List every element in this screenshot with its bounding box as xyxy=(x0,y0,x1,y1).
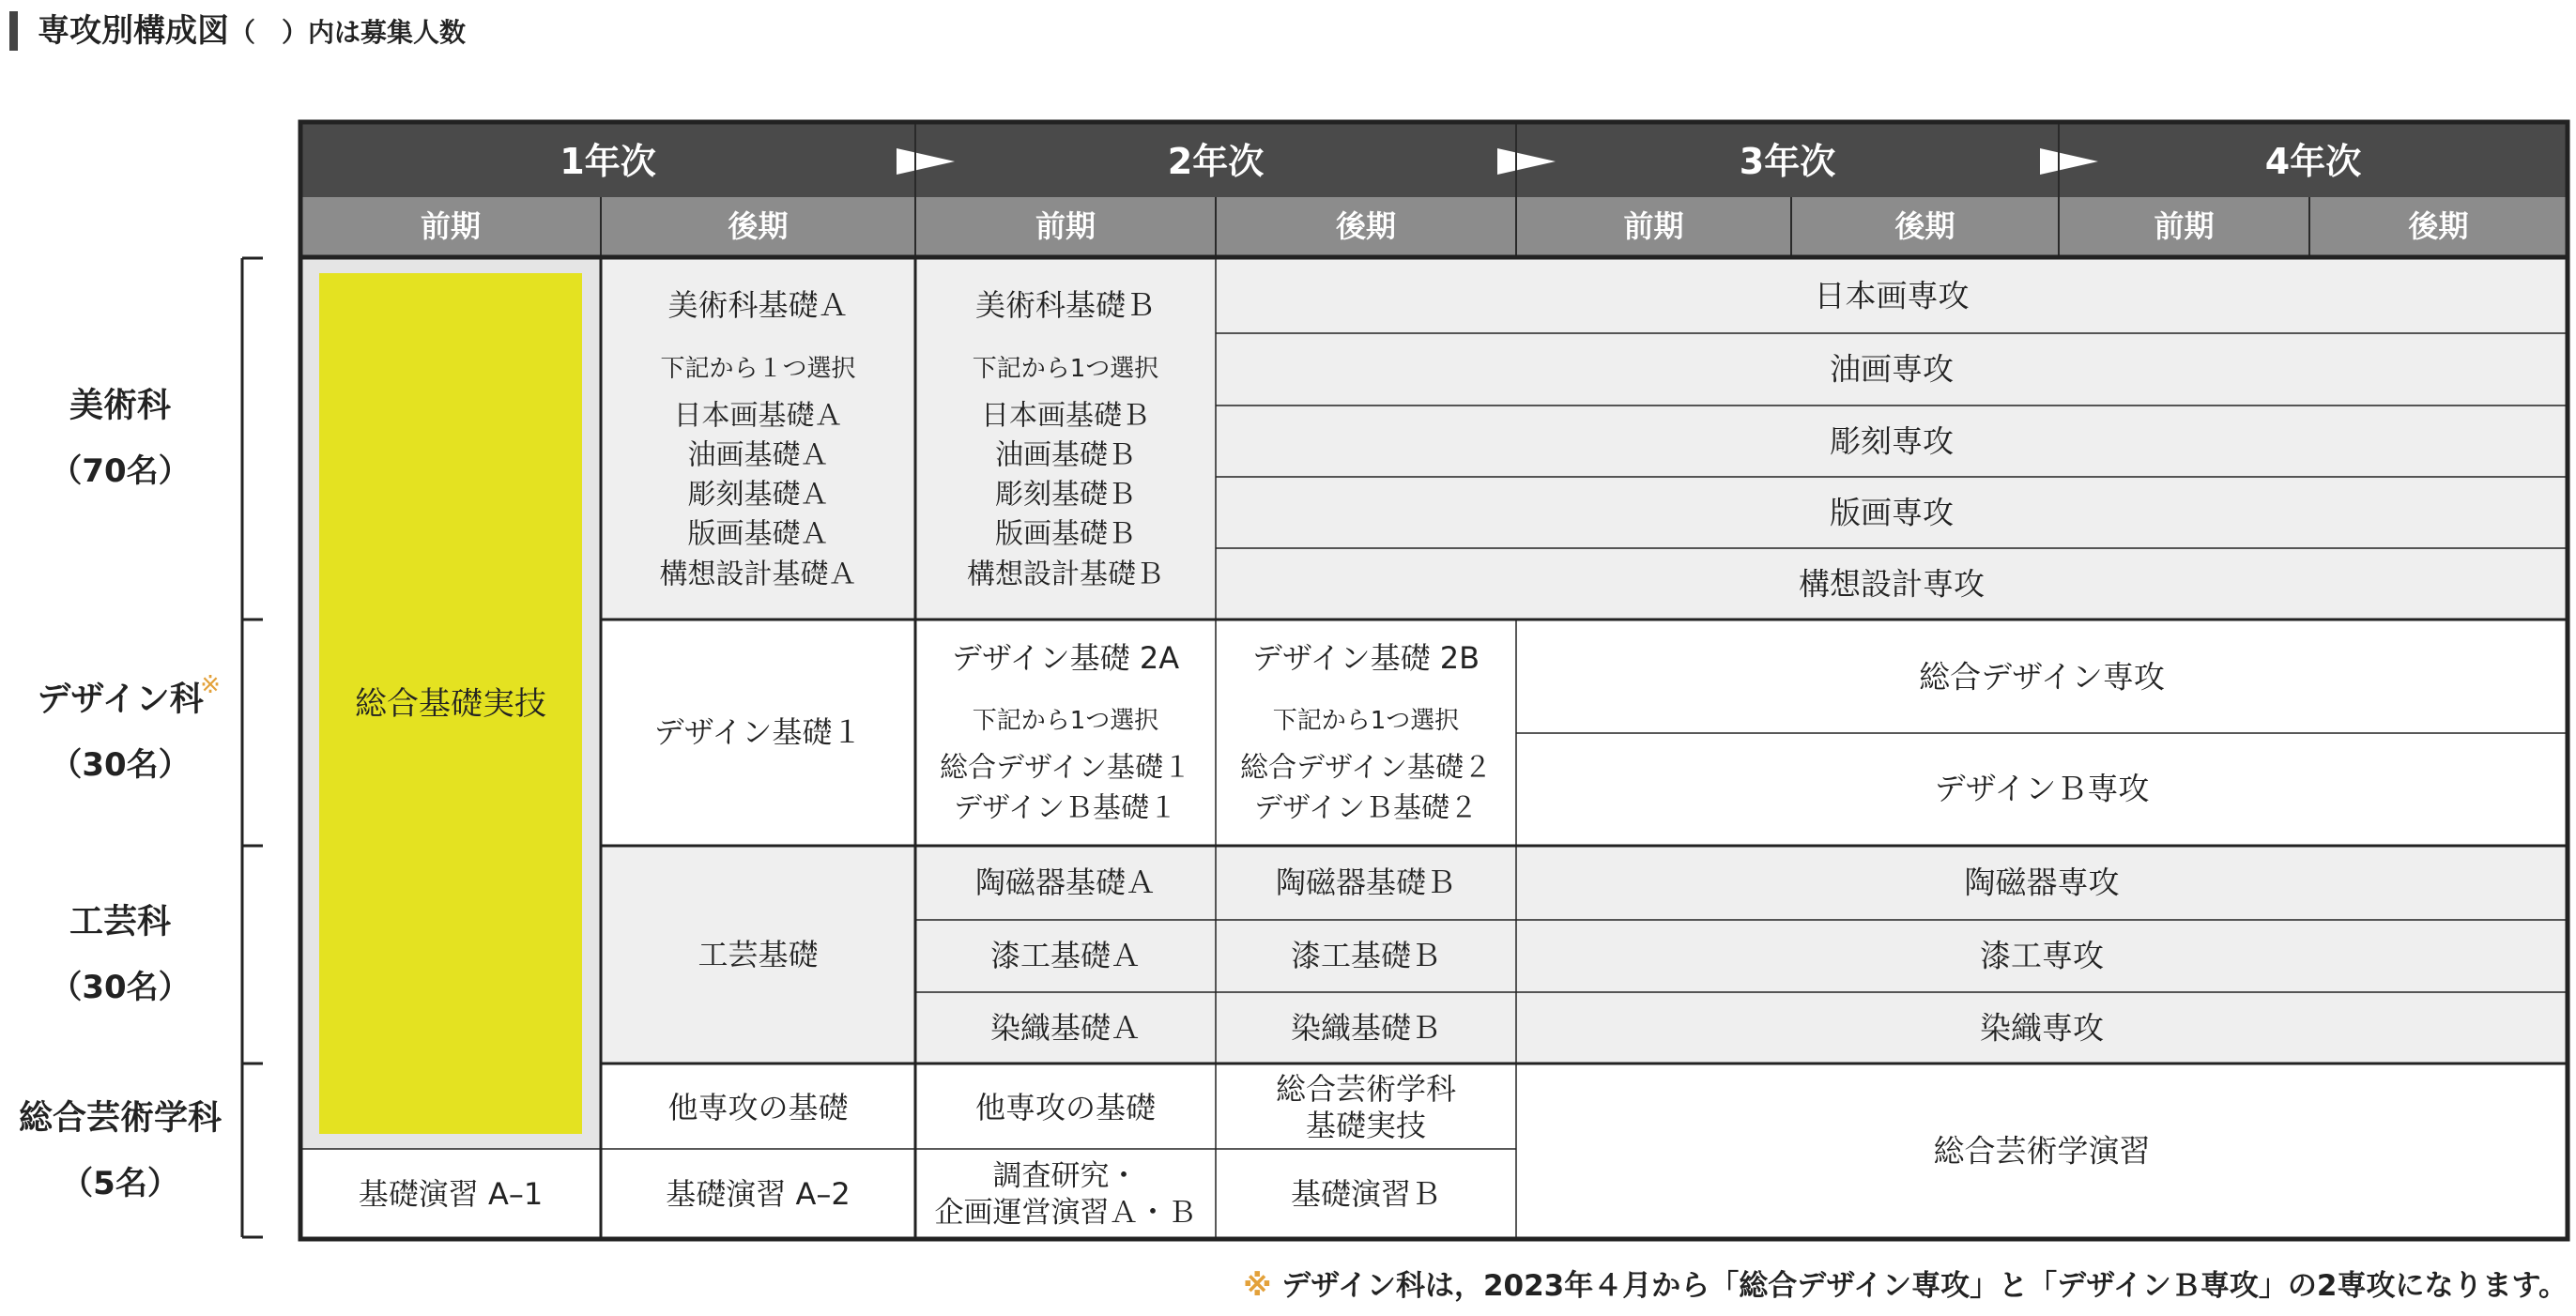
year-label-1: 1年次 xyxy=(560,141,656,182)
term-label-8: 後期 xyxy=(2408,208,2469,244)
craft-late-1: 陶磁器基礎Ｂ xyxy=(1275,865,1457,900)
dept-quota-4: （5名） xyxy=(61,1165,179,1202)
dept-name-1: 美術科 xyxy=(69,386,172,425)
dept-name-2: デザイン科 xyxy=(37,680,204,719)
design-select-note-late: 下記から1つ選択 xyxy=(1272,707,1460,735)
term-label-4: 後期 xyxy=(1335,208,1397,244)
general-row2-y2-late: 基礎演習Ｂ xyxy=(1290,1176,1442,1212)
art-major-1: 日本画専攻 xyxy=(1814,277,1970,314)
craft-late-3: 染織基礎Ｂ xyxy=(1290,1010,1442,1046)
term-label-1: 前期 xyxy=(420,208,482,244)
art-option-b-4: 版画基礎Ｂ xyxy=(995,517,1136,551)
dept-quota-1: （70名） xyxy=(50,452,191,490)
art-option-a-2: 油画基礎Ａ xyxy=(687,438,829,472)
design-option-late-1: 総合デザイン基礎２ xyxy=(1240,751,1492,785)
term-label-6: 後期 xyxy=(1894,208,1955,244)
art-major-5: 構想設計専攻 xyxy=(1799,565,1985,603)
art-option-b-5: 構想設計基礎Ｂ xyxy=(967,558,1164,591)
art-option-a-4: 版画基礎Ａ xyxy=(687,517,829,551)
common-course-label: 総合基礎実技 xyxy=(355,685,546,723)
art-select-note-b: 下記から1つ選択 xyxy=(972,355,1159,383)
craft-major-3: 染織専攻 xyxy=(1980,1009,2104,1047)
art-major-4: 版画専攻 xyxy=(1830,494,1954,531)
general-row1-y2-early: 他専攻の基礎 xyxy=(974,1090,1157,1125)
general-row1-y1-late: 他専攻の基礎 xyxy=(667,1090,849,1125)
title-text: 専攻別構成図 xyxy=(38,12,229,50)
art-major-2: 油画専攻 xyxy=(1830,350,1954,388)
general-row2-y2-early-line1: 調査研究・ xyxy=(992,1159,1139,1193)
craft-major-2: 漆工専攻 xyxy=(1980,937,2104,974)
footnote xyxy=(1164,1262,2568,1309)
craft-early-2: 漆工基礎Ａ xyxy=(989,938,1142,973)
dept-name-3: 工芸科 xyxy=(69,902,172,941)
term-label-3: 前期 xyxy=(1035,208,1096,244)
general-major: 総合芸術学演習 xyxy=(1933,1132,2151,1170)
design-option-early-1: 総合デザイン基礎１ xyxy=(940,751,1191,785)
dept-note-mark-2: ※ xyxy=(200,671,221,699)
general-row2-y1-early: 基礎演習 A–1 xyxy=(358,1176,544,1212)
design-major-1: 総合デザイン専攻 xyxy=(1919,658,2165,696)
term-label-2: 後期 xyxy=(728,208,789,244)
art-option-a-1: 日本画基礎Ａ xyxy=(673,399,843,433)
footnote-text: デザイン科は，2023年４月から「総合デザイン専攻」と「デザインＢ専攻」の2専攻になります。 xyxy=(1281,1269,2568,1303)
design-option-early-2: デザインＢ基礎１ xyxy=(954,791,1177,825)
dept-name-4: 総合芸術学科 xyxy=(18,1098,222,1138)
craft-early-1: 陶磁器基礎Ａ xyxy=(974,865,1157,900)
dept-quota-3: （30名） xyxy=(50,969,191,1006)
year-label-3: 3年次 xyxy=(1739,141,1836,182)
design-option-late-2: デザインＢ基礎２ xyxy=(1254,791,1478,825)
design-y2-early-label: デザイン基礎 2A xyxy=(951,640,1180,676)
art-y1-late-label: 美術科基礎Ａ xyxy=(667,287,849,323)
year-label-4: 4年次 xyxy=(2264,141,2362,182)
general-row1-y2-late-line2: 基礎実技 xyxy=(1305,1108,1427,1143)
title-note: （ ）内は募集人数 xyxy=(229,17,467,48)
design-y2-late-label: デザイン基礎 2B xyxy=(1251,640,1480,676)
footnote-mark: ※ xyxy=(1243,1269,1272,1303)
term-label-5: 前期 xyxy=(1623,208,1684,244)
term-label-7: 前期 xyxy=(2154,208,2215,244)
craft-major-1: 陶磁器専攻 xyxy=(1964,864,2120,901)
art-option-b-2: 油画基礎Ｂ xyxy=(995,438,1136,472)
art-option-b-3: 彫刻基礎Ｂ xyxy=(995,478,1136,512)
craft-early-3: 染織基礎Ａ xyxy=(989,1010,1142,1046)
year-label-2: 2年次 xyxy=(1167,141,1265,182)
art-y2-early-label: 美術科基礎Ｂ xyxy=(974,287,1157,323)
craft-late-2: 漆工基礎Ｂ xyxy=(1290,938,1442,973)
general-row1-y2-late-line1: 総合芸術学科 xyxy=(1275,1071,1457,1107)
general-row2-y1-late: 基礎演習 A–2 xyxy=(666,1176,851,1212)
art-major-3: 彫刻専攻 xyxy=(1830,422,1954,460)
design-select-note-early: 下記から1つ選択 xyxy=(972,707,1159,735)
general-row2-y2-early-line2: 企画運営演習Ａ・Ｂ xyxy=(934,1196,1197,1230)
term-header-bg xyxy=(300,197,2568,256)
craft-y1-late-label: 工芸基礎 xyxy=(698,937,819,972)
art-option-a-5: 構想設計基礎Ａ xyxy=(659,558,857,591)
art-option-a-3: 彫刻基礎Ａ xyxy=(687,478,829,512)
dept-quota-2: （30名） xyxy=(50,746,191,784)
art-select-note-a: 下記から１つ選択 xyxy=(660,355,856,383)
design-y1-late-label: デザイン基礎１ xyxy=(653,714,863,750)
art-option-b-1: 日本画基礎Ｂ xyxy=(981,399,1150,433)
design-major-2: デザインＢ専攻 xyxy=(1934,770,2150,807)
